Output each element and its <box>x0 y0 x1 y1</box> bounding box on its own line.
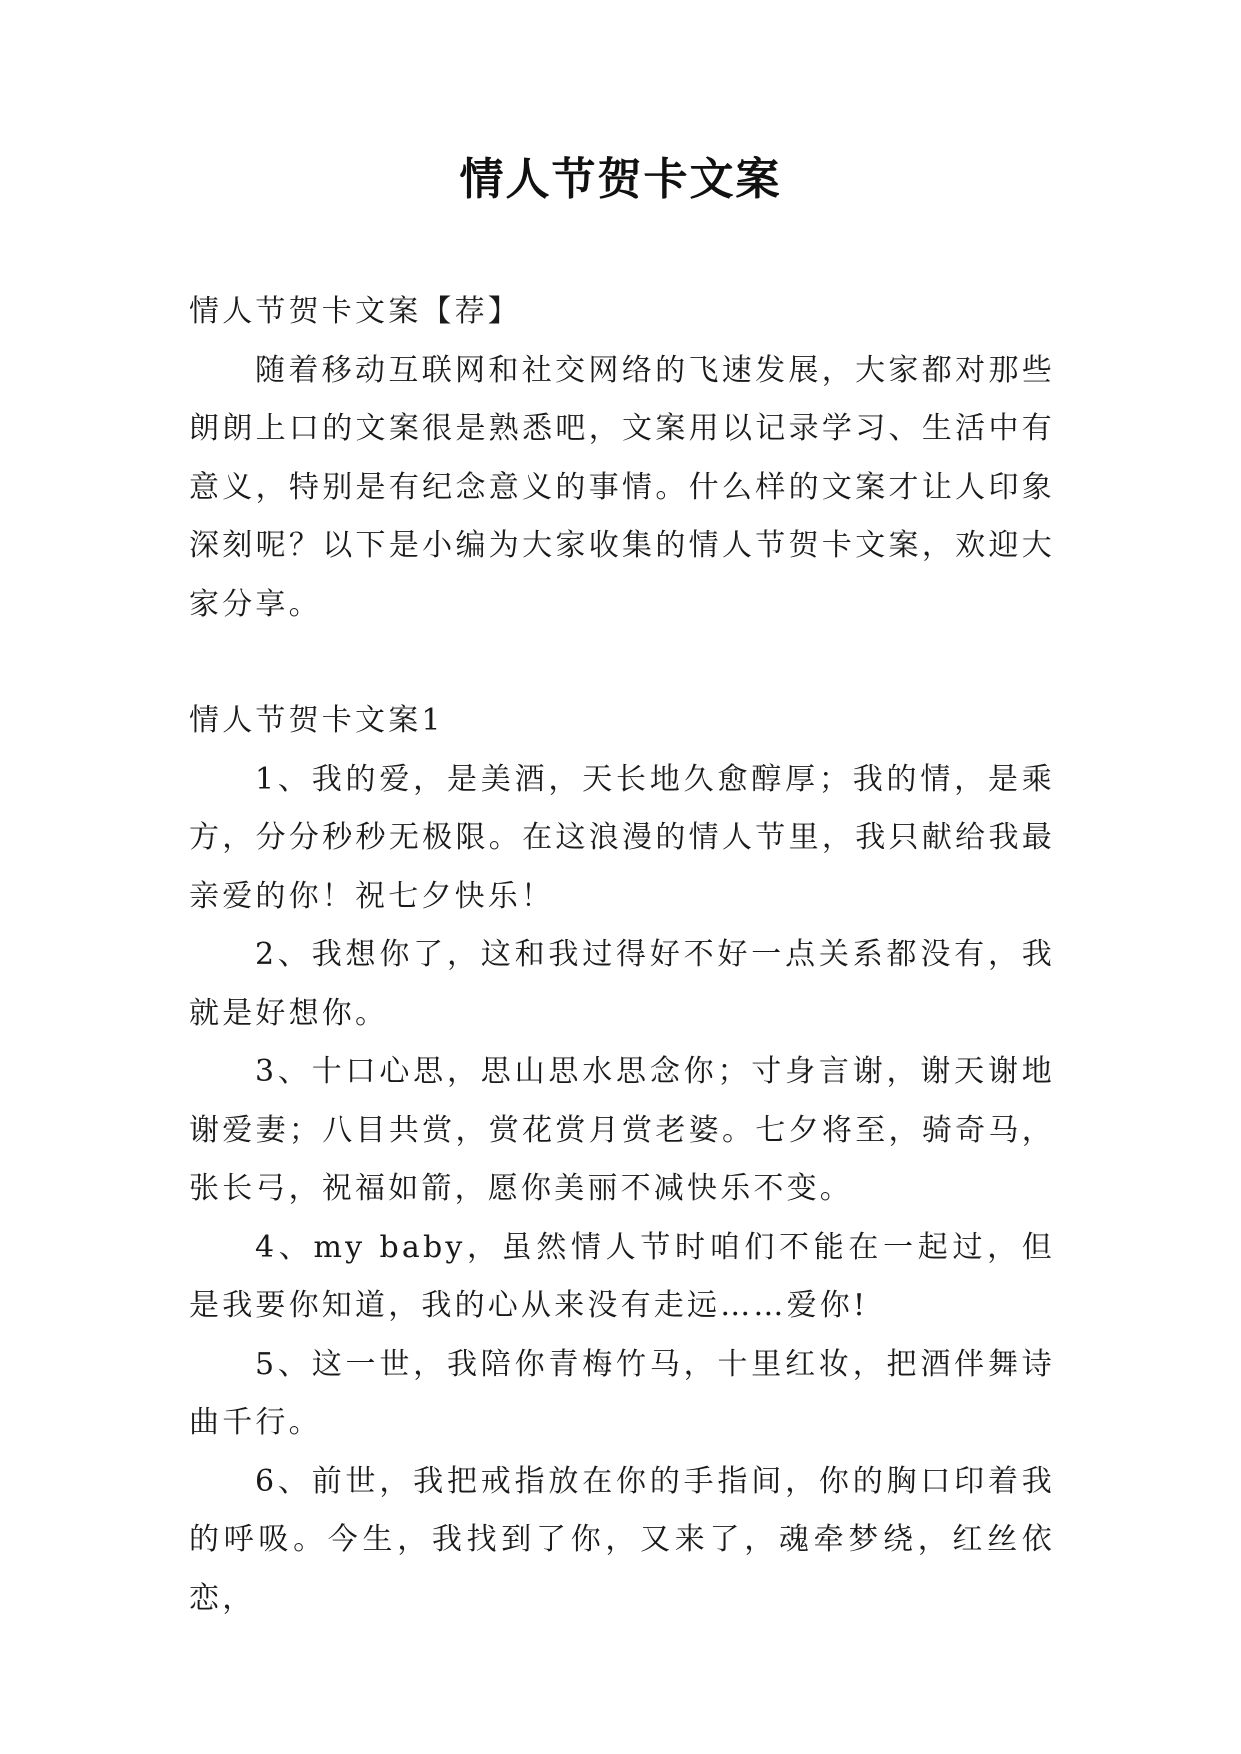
list-item: 6、前世，我把戒指放在你的手指间，你的胸口印着我的呼吸。今生，我找到了你，又来了，魂牵梦绕，红丝依恋， <box>189 1463 1055 1616</box>
document-body <box>189 283 1055 1628</box>
list-item: 2、我想你了，这和我过得好不好一点关系都没有，我就是好想你。 <box>189 937 1055 1031</box>
list-item: 5、这一世，我陪你青梅竹马，十里红妆，把酒伴舞诗曲千行。 <box>189 1346 1055 1440</box>
list-item: 4、my baby，虽然情人节时咱们不能在一起过，但是我要你知道，我的心从来没有走远……爱你! <box>189 1229 1055 1323</box>
list-item: 1、我的爱，是美酒，天长地久愈醇厚；我的情，是乘方，分分秒秒无极限。在这浪漫的情人节里，我只献给我最亲爱的你！祝七夕快乐！ <box>189 761 1055 914</box>
section-heading: 情人节贺卡文案1 <box>189 703 444 738</box>
document-title: 情人节贺卡文案 <box>459 154 782 205</box>
intro-paragraph: 随着移动互联网和社交网络的飞速发展，大家都对那些朗朗上口的文案很是熟悉吧，文案用以记录学习、生活中有意义，特别是有纪念意义的事情。什么样的文案才让人印象深刻呢？以下是小编为大家收集的情人节贺卡文案，欢迎大家分享。 <box>189 352 1055 622</box>
list-item: 3、十口心思，思山思水思念你；寸身言谢，谢天谢地谢爱妻；八目共赏，赏花赏月赏老婆。七夕将至，骑奇马，张长弓，祝福如箭，愿你美丽不减快乐不变。 <box>189 1054 1055 1206</box>
subtitle: 情人节贺卡文案【荐】 <box>189 294 521 329</box>
